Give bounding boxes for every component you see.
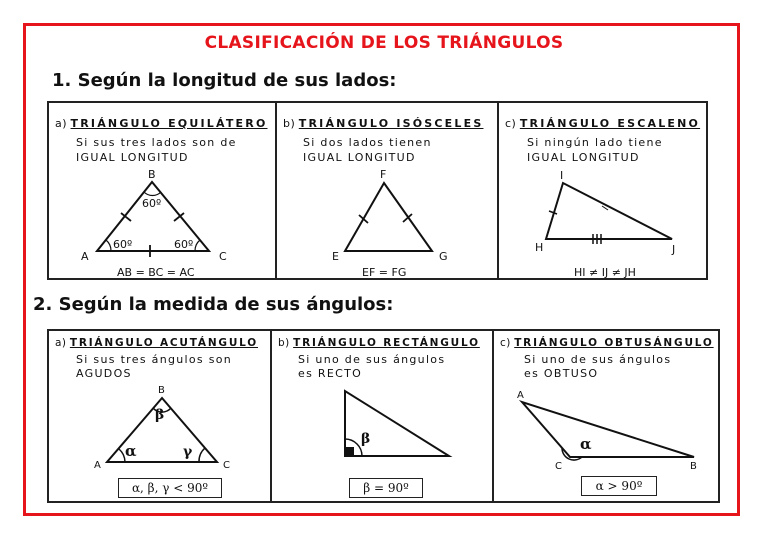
right-cell (270, 331, 494, 501)
angle-label: β (155, 407, 165, 423)
triangle-shape (546, 183, 672, 239)
vertex-label: J (672, 243, 676, 256)
angle-arc (144, 192, 161, 196)
cell-prefix: c) (500, 337, 511, 349)
desc-line-2: es OBTUSO (524, 367, 599, 380)
desc-line-1: Si sus tres ángulos son (76, 353, 233, 366)
angle-arc (199, 448, 205, 462)
angle-arc (195, 240, 200, 251)
desc-line-1: Si sus tres lados son de (76, 136, 237, 149)
vertex-label: C (555, 461, 562, 472)
vertex-label: A (517, 390, 524, 401)
angle-label: 60º (142, 197, 162, 210)
angle-condition-box: β = 90º (349, 478, 423, 498)
cell-prefix: a) (55, 337, 67, 349)
figure-caption: HI ≠ IJ ≠ JH (574, 266, 636, 279)
desc-line-2: IGUAL LONGITUD (527, 151, 640, 164)
vertex-label: C (219, 250, 227, 263)
obtuse-cell (492, 331, 724, 501)
cell-prefix: a) (55, 117, 68, 130)
angle-label: β (361, 431, 371, 447)
page-title: CLASIFICACIÓN DE LOS TRIÁNGULOS (204, 33, 564, 53)
vertex-label: B (690, 461, 697, 472)
desc-line-1: Si dos lados tienen (303, 136, 432, 149)
vertex-label: G (439, 250, 448, 263)
isosceles-triangle-figure (277, 103, 499, 282)
vertex-label: B (148, 168, 156, 181)
angle-arc (106, 240, 111, 251)
figure-caption: EF = FG (362, 266, 407, 279)
desc-line-2: es RECTO (298, 367, 363, 380)
vertex-label: B (158, 385, 165, 396)
triangle-shape (345, 183, 432, 251)
desc-line-1: Si uno de sus ángulos (298, 353, 446, 366)
cell-name: TRIÁNGULO ESCALENO (519, 117, 701, 130)
vertex-label: A (94, 460, 101, 471)
angle-label: 60º (113, 238, 133, 251)
cell-name: TRIÁNGULO ISÓSCELES (298, 117, 484, 130)
right-angle-marker (345, 447, 354, 456)
acute-cell (49, 331, 270, 501)
vertex-label: H (535, 241, 544, 254)
scalene-triangle-figure (499, 103, 712, 282)
cell-name: TRIÁNGULO ACUTÁNGULO (69, 337, 258, 349)
section1-box (47, 101, 708, 280)
desc-line-2: IGUAL LONGITUD (303, 151, 416, 164)
angle-label: α (580, 435, 592, 453)
tick-mark (359, 215, 368, 223)
equilateral-triangle-figure (49, 103, 275, 282)
triangle-shape (522, 402, 694, 457)
vertex-label: E (332, 250, 339, 263)
desc-line-1: Si ningún lado tiene (527, 136, 663, 149)
figure-caption: AB = BC = AC (117, 266, 195, 279)
section1-heading: 1. Según la longitud de sus lados: (52, 70, 397, 91)
desc-line-2: AGUDOS (76, 367, 132, 380)
cell-prefix: c) (505, 117, 517, 130)
cell-prefix: b) (283, 117, 296, 130)
cell-prefix: b) (278, 337, 290, 349)
angle-condition-box: α, β, γ < 90º (118, 478, 222, 498)
desc-line-1: Si uno de sus ángulos (524, 353, 672, 366)
angle-label: γ (183, 444, 193, 460)
vertex-label: A (81, 250, 89, 263)
vertex-label: I (560, 169, 564, 182)
section2-box (47, 329, 720, 503)
angle-condition-box: α > 90º (581, 476, 657, 496)
isosceles-cell (275, 103, 499, 278)
section2-heading: 2. Según la medida de sus ángulos: (33, 294, 394, 315)
desc-line-2: IGUAL LONGITUD (76, 151, 189, 164)
angle-label: α (125, 442, 137, 460)
angle-label: 60º (174, 238, 194, 251)
cell-name: TRIÁNGULO EQUILÁTERO (70, 117, 268, 130)
cell-name: TRIÁNGULO OBTUSÁNGULO (514, 337, 714, 349)
vertex-label: C (223, 460, 230, 471)
vertex-label: F (380, 168, 387, 181)
cell-name: TRIÁNGULO RECTÁNGULO (293, 337, 480, 349)
scalene-cell (497, 103, 712, 278)
equilateral-cell (49, 103, 275, 278)
